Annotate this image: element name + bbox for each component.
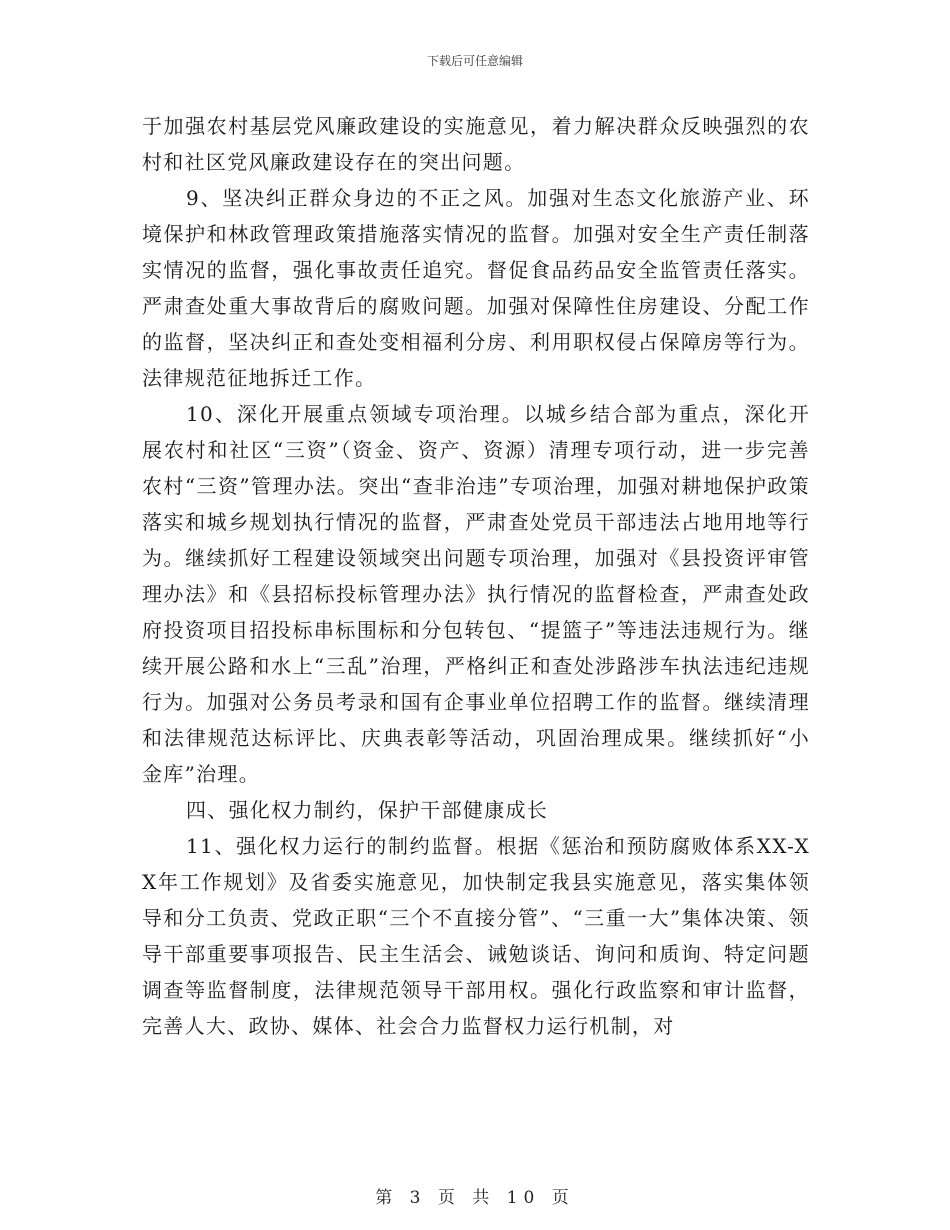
page-header-note: 下载后可任意编辑 (426, 54, 523, 68)
section-heading-4: 四、强化权力制约，保护干部健康成长 (186, 798, 549, 822)
paragraph-item-11: 11、强化权力运行的制约监督。根据《惩治和预防腐败体系XX-XX年工作规划》及省委实施意见，加快制定我县实施意见，落实集体领导和分工负责、党政正职“三个不直接分管”、“三重一大”集体决策、领导干部重要事项报告、民主生活会、诫勉谈话、询问和质询、特定问题调查等监督制度，法律规范领导干部用权。强化行政监察和审计监督，完善人大、政协、媒体、社会合力监督权力运行机制，对 (142, 834, 810, 1038)
paragraph-item-10: 10、深化开展重点领域专项治理。以城乡结合部为重点，深化开展农村和社区“三资”（资金、资产、资源）清理专项行动，进一步完善农村“三资”管理办法。突出“查非治违”专项治理，加强对耕地保护政策落实和城乡规划执行情况的监督，严肃查处党员干部违法占地用地等行为。继续抓好工程建设领域突出问题专项治理，加强对《县投资评审管理办法》和《县招标投标管理办法》执行情况的监督检查，严肃查处政府投资项目招投标串标围标和分包转包、“提篮子”等违法违规行为。继续开展公路和水上“三乱”治理，严格纠正和查处涉路涉车执法违纪违规行为。加强对公务员考录和国有企事业单位招聘工作的监督。继续清理和法律规范达标评比、庆典表彰等活动，巩固治理成果。继续抓好“小金库”治理。 (142, 402, 810, 786)
paragraph-item-9: 9、坚决纠正群众身边的不正之风。加强对生态文化旅游产业、环境保护和林政管理政策措施落实情况的监督。加强对安全生产责任制落实情况的监督，强化事故责任追究。督促食品药品安全监管责任落实。严肃查处重大事故背后的腐败问题。加强对保障性住房建设、分配工作的监督，坚决纠正和查处变相福利分房、利用职权侵占保障房等行为。法律规范征地拆迁工作。 (142, 186, 810, 390)
document-body (142, 108, 810, 1044)
page-footer-number: 第 3 页 共 10 页 (375, 1188, 575, 1208)
paragraph-continuation: 于加强农村基层党风廉政建设的实施意见，着力解决群众反映强烈的农村和社区党风廉政建设存在的突出问题。 (142, 114, 810, 174)
